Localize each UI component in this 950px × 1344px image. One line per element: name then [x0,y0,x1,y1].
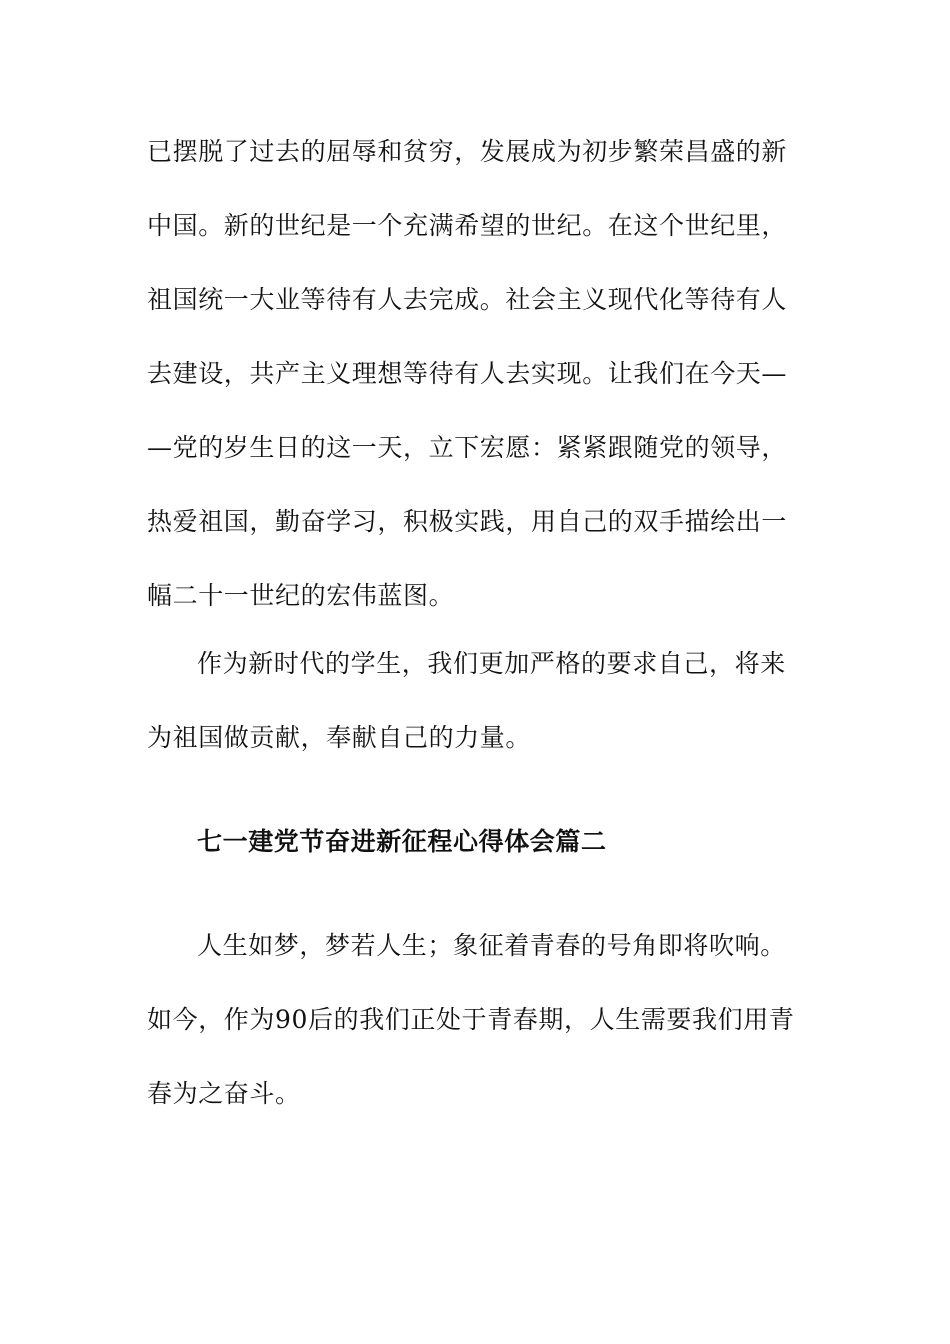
paragraph-1-line-5: —党的岁生日的这一天，立下宏愿：紧紧跟随党的领导， [147,433,788,462]
paragraph-1-line-7: 幅二十一世纪的宏伟蓝图。 [147,581,455,610]
paragraph-2-line-1: 作为新时代的学生，我们更加严格的要求自己，将来 [197,649,786,678]
paragraph-1-line-1: 已摆脱了过去的屈辱和贫穷，发展成为初步繁荣昌盛的新 [147,137,788,166]
section-heading: 七一建党节奋进新征程心得体会篇二 [197,827,607,856]
paragraph-1-line-6: 热爱祖国，勤奋学习，积极实践，用自己的双手描绘出一 [147,507,788,536]
paragraph-1-line-3: 祖国统一大业等待有人去完成。社会主义现代化等待有人 [147,285,788,314]
paragraph-2-line-2: 为祖国做贡献，奉献自己的力量。 [147,723,532,752]
paragraph-3-line-2: 如今，作为90后的我们正处于青春期，人生需要我们用青 [147,1005,795,1034]
paragraph-3-line-3: 春为之奋斗。 [147,1079,301,1108]
paragraph-1-line-2: 中国。新的世纪是一个充满希望的世纪。在这个世纪里， [147,211,788,240]
paragraph-1-line-4: 去建设，共产主义理想等待有人去实现。让我们在今天— [147,359,788,388]
paragraph-3-line-1: 人生如梦，梦若人生；象征着青春的号角即将吹响。 [197,931,786,960]
